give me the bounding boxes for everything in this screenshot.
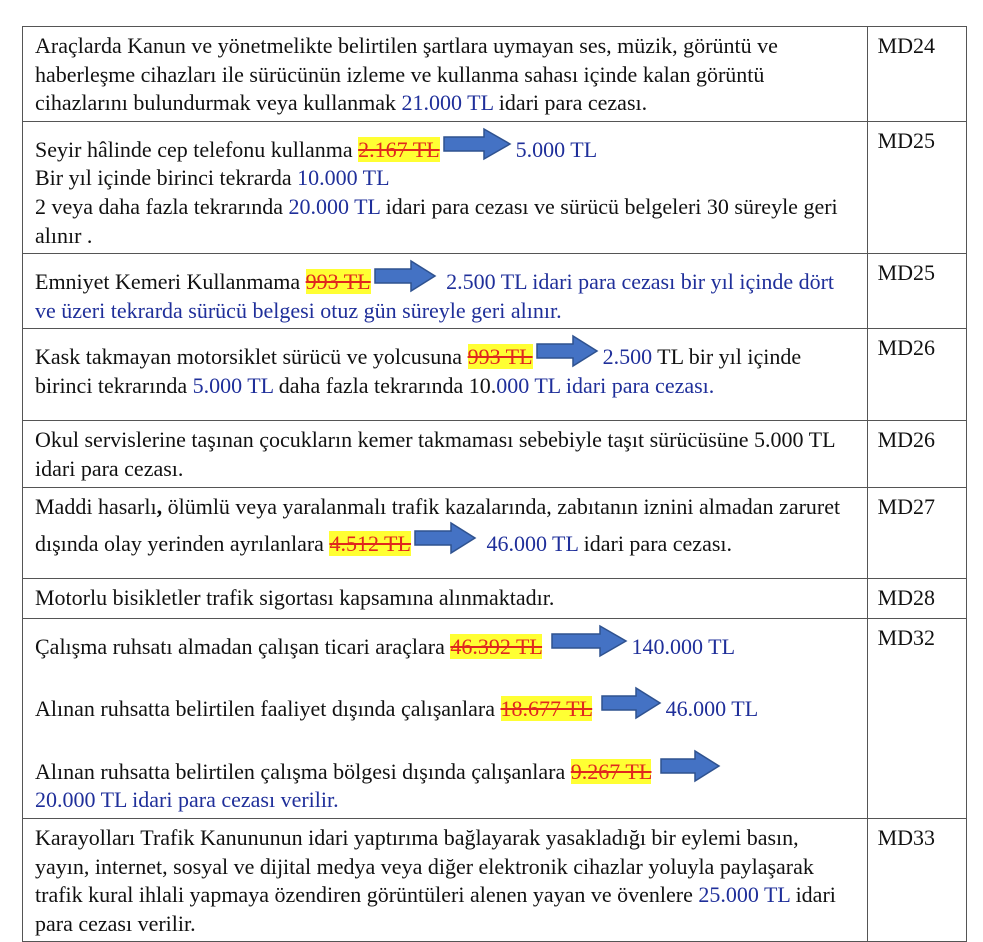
new-amount: 2.500 bbox=[602, 344, 653, 370]
right-arrow-icon bbox=[413, 521, 479, 555]
row-text: Okul servislerine taşınan çocukların kemer takmaması sebebiyle taşıt sürücüsüne 5.000 TL idari para cezası. bbox=[23, 421, 868, 487]
amount: 20.000 TL bbox=[288, 193, 381, 219]
right-arrow-icon bbox=[535, 334, 601, 368]
row-text: Maddi hasarlı, ölümlü veya yaralanmalı trafik kazalarında, zabıtanın iznini almadan zaruret dışında olay yerinden ayrılanlara 4.512 TL 46.000 TL idari para cezası. bbox=[23, 487, 868, 578]
old-amount: 9.267 TL bbox=[570, 758, 652, 784]
row-code: MD26 bbox=[867, 421, 966, 487]
right-arrow-icon bbox=[659, 749, 723, 783]
row-code: MD24 bbox=[867, 27, 966, 122]
amount: 21.000 TL bbox=[401, 90, 494, 116]
table-row bbox=[23, 254, 967, 329]
row-text: Kask takmayan motorsiklet sürücü ve yolcusuna 993 TL 2.500 TL bir yıl içinde birinci tekrarında 5.000 TL daha fazla tekrarında 10.000 TL idari para cezası. bbox=[23, 329, 868, 421]
row-code: MD33 bbox=[867, 818, 966, 941]
table-row bbox=[23, 329, 967, 421]
old-amount: 18.677 TL bbox=[500, 696, 593, 722]
amount: 25.000 TL bbox=[698, 882, 791, 908]
row-text: Araçlarda Kanun ve yönetmelikte belirtilen şartlara uymayan ses, müzik, görüntü ve haberleşme cihazları ile sürücünün izleme ve kullanma sahası içinde kalan görüntü cihazlarını bulundurmak veya kullanmak 21.000 TL idari para cezası. bbox=[23, 27, 868, 122]
row-text: Çalışma ruhsatı almadan çalışan ticari araçlara 46.392 TL 140.000 TL Alınan ruhsatta belirtilen faaliyet dışında çalışanlara 18.677 TL 46.000 TL Alınan ruhsatta belirtilen çalışma bölgesi dışında çalışanlara 9.267 TL 20.000 TL idari para cezası verilir. bbox=[23, 618, 868, 818]
row-code: MD25 bbox=[867, 254, 966, 329]
right-arrow-icon bbox=[373, 259, 439, 293]
right-arrow-icon bbox=[600, 686, 664, 720]
new-amount: 2.500 TL idari para cezası bir yıl içinde dört ve üzeri tekrarda sürücü belgesi otuz gün süreyle geri alınır. bbox=[35, 269, 835, 323]
amount: 10.000 TL bbox=[297, 165, 390, 191]
row-text: Motorlu bisikletler trafik sigortası kapsamına alınmaktadır. bbox=[23, 578, 868, 618]
row-code: MD26 bbox=[867, 329, 966, 421]
old-amount: 4.512 TL bbox=[329, 531, 411, 557]
old-amount: 993 TL bbox=[305, 269, 371, 295]
new-amount: 140.000 TL bbox=[631, 633, 736, 659]
right-arrow-icon bbox=[442, 127, 514, 161]
table-row bbox=[23, 27, 967, 122]
table-row bbox=[23, 618, 967, 818]
new-amount: 20.000 TL idari para cezası verilir. bbox=[35, 787, 339, 813]
table-row bbox=[23, 818, 967, 941]
old-amount: 46.392 TL bbox=[450, 633, 543, 659]
amount: 000 TL idari para cezası. bbox=[496, 372, 715, 398]
new-amount: 5.000 TL bbox=[515, 136, 598, 162]
new-amount: 46.000 TL bbox=[486, 531, 579, 557]
row-text: Emniyet Kemeri Kullanmama 993 TL 2.500 TL idari para cezası bir yıl içinde dört ve üzeri tekrarda sürücü belgesi otuz gün süreyle geri alınır. bbox=[23, 254, 868, 329]
amount: 5.000 TL bbox=[192, 372, 274, 398]
row-code: MD27 bbox=[867, 487, 966, 578]
old-amount: 2.167 TL bbox=[358, 136, 440, 162]
row-text: Seyir hâlinde cep telefonu kullanma 2.167 TL 5.000 TL Bir yıl içinde birinci tekrarda 10.000 TL 2 veya daha fazla tekrarında 20.000 TL idari para cezası ve sürücü belgeleri 30 süreyle geri alınır . bbox=[23, 121, 868, 253]
table-row bbox=[23, 121, 967, 253]
new-amount: 46.000 TL bbox=[665, 696, 759, 722]
row-code: MD25 bbox=[867, 121, 966, 253]
right-arrow-icon bbox=[550, 624, 630, 658]
row-code: MD32 bbox=[867, 618, 966, 818]
table-row bbox=[23, 487, 967, 578]
row-code: MD28 bbox=[867, 578, 966, 618]
old-amount: 993 TL bbox=[467, 344, 533, 370]
row-text: Karayolları Trafik Kanununun idari yaptırıma bağlayarak yasakladığı bir eylemi basın, yayın, internet, sosyal ve dijital medya veya diğer elektronik cihazlar yoluyla paylaşarak trafik kural ihlali yapmaya özendiren görüntüleri alenen yayan ve övenlere 25.000 TL idari para cezası verilir. bbox=[23, 818, 868, 941]
table-row bbox=[23, 421, 967, 487]
penalty-table bbox=[22, 26, 967, 942]
table-row bbox=[23, 578, 967, 618]
